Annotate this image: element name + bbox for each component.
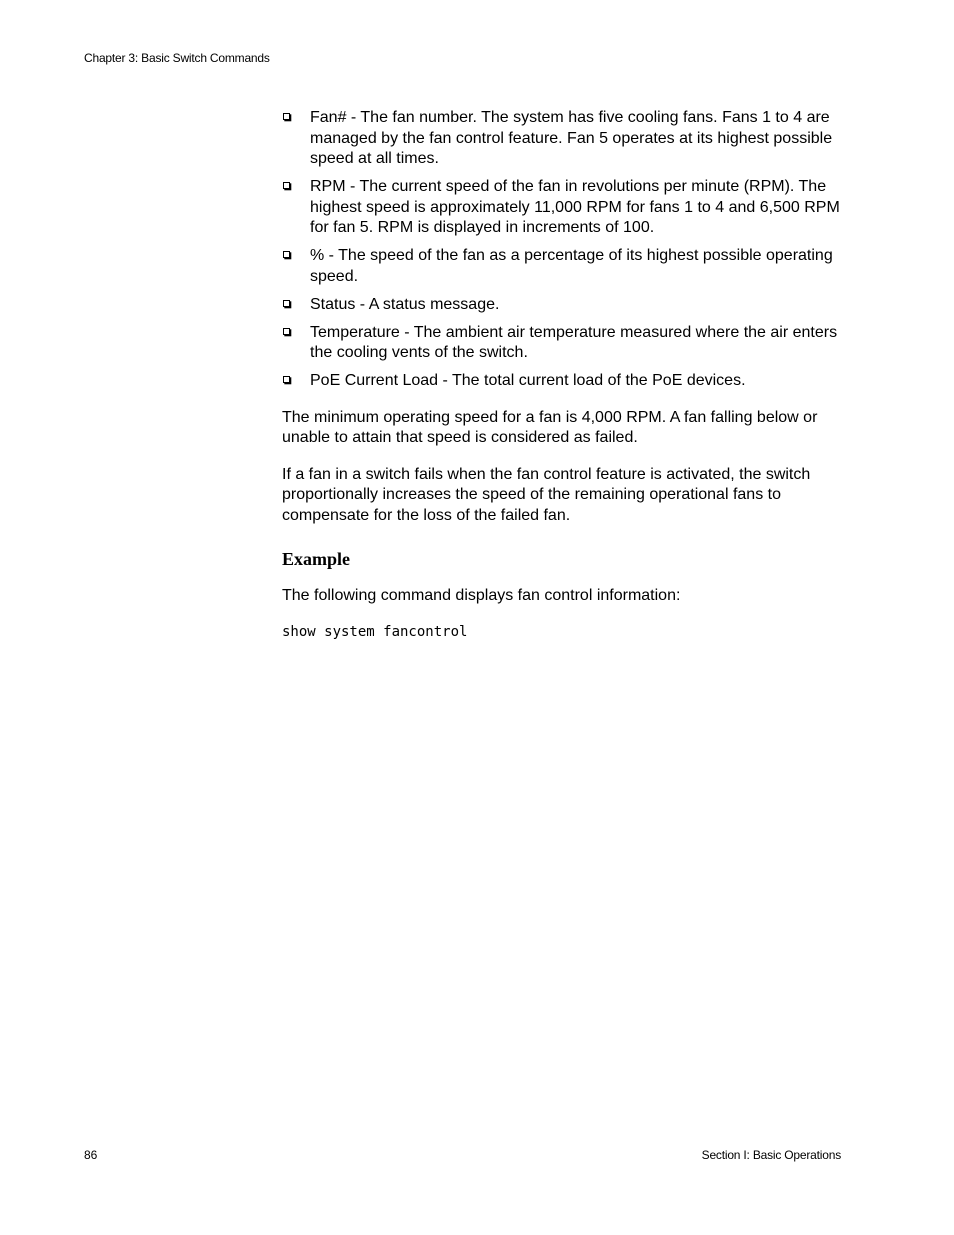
checkbox-bullet-icon [283, 300, 290, 307]
example-heading: Example [282, 549, 351, 569]
list-item-text: PoE Current Load - The total current load of the PoE devices. [310, 372, 746, 389]
list-item [282, 108, 848, 170]
list-item-text: % - The speed of the fan as a percentage of its highest possible operating speed. [310, 247, 833, 285]
checkbox-bullet-icon [283, 251, 290, 258]
checkbox-bullet-icon [283, 113, 290, 120]
field-description-list [282, 108, 848, 392]
list-item-text: Temperature - The ambient air temperature measured where the air enters the cooling vents of the switch. [310, 323, 838, 361]
list-item [282, 371, 848, 392]
list-item-text: Status - A status message. [310, 295, 500, 313]
body-paragraph: The minimum operating speed for a fan is 4,000 RPM. A fan falling below or unable to attain that speed is considered as failed. [282, 408, 818, 446]
list-item [282, 246, 848, 287]
body-paragraph: If a fan in a switch fails when the fan control feature is activated, the switch proportionally increases the speed of the remaining operational fans to compensate for the loss of the failed fan. [282, 465, 811, 524]
list-item [282, 295, 848, 316]
running-footer: Section I: Basic Operations [701, 1148, 841, 1162]
list-item [282, 323, 848, 364]
example-intro: The following command displays fan control information: [282, 587, 681, 604]
command-example: show system fancontrol [282, 623, 468, 640]
list-item-text: Fan# - The fan number. The system has five cooling fans. Fans 1 to 4 are managed by the fan control feature. Fan 5 operates at its highest possible speed at all times. [310, 109, 833, 167]
running-header: Chapter 3: Basic Switch Commands [84, 51, 270, 65]
checkbox-bullet-icon [283, 182, 290, 189]
list-item-text: RPM - The current speed of the fan in revolutions per minute (RPM). The highest speed is approximately 11,000 RPM for fans 1 to 4 and 6,500 RPM for fan 5. RPM is displayed in increments of 100. [310, 178, 840, 236]
list-item [282, 177, 848, 239]
checkbox-bullet-icon [283, 328, 290, 335]
page-number: 86 [84, 1148, 98, 1162]
main-content [282, 108, 848, 642]
checkbox-bullet-icon [283, 376, 290, 383]
